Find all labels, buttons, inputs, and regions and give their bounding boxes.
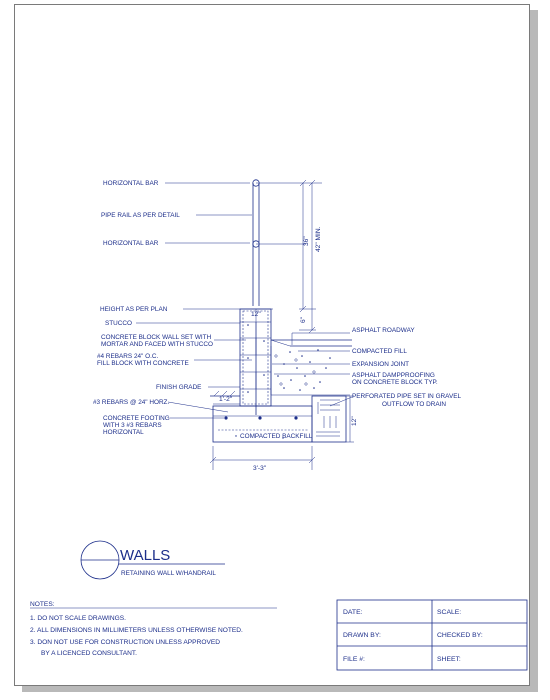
label-dampproofing-1: ASPHALT DAMPPROOFING bbox=[352, 372, 435, 379]
label-finish-grade: FINISH GRADE bbox=[156, 384, 202, 391]
label-dampproofing-2: ON CONCRETE BLOCK TYP. bbox=[352, 379, 438, 386]
dim-1-2: 1'-2" bbox=[219, 396, 233, 403]
tb-checked-by: CHECKED BY: bbox=[437, 632, 483, 639]
dim-36: 36" bbox=[303, 236, 310, 246]
note-1: 1. DO NOT SCALE DRAWINGS. bbox=[30, 615, 126, 622]
label-pipe-rail: PIPE RAIL AS PER DETAIL bbox=[101, 212, 180, 219]
notes bbox=[30, 601, 277, 657]
label-footing-3: HORIZONTAL bbox=[103, 429, 144, 436]
tb-date: DATE: bbox=[343, 609, 363, 616]
label-expansion-joint: EXPANSION JOINT bbox=[352, 361, 410, 368]
dim-12-top: 12" bbox=[251, 311, 261, 318]
label-compacted-fill: COMPACTED FILL bbox=[352, 348, 407, 355]
block-wall bbox=[238, 309, 273, 415]
concrete-footing bbox=[213, 406, 313, 442]
perforated-pipe-gravel bbox=[312, 396, 358, 442]
label-horizontal-bar-top: HORIZONTAL BAR bbox=[103, 180, 159, 187]
label-perforated-2: OUTFLOW TO DRAIN bbox=[382, 401, 447, 408]
dim-3-3: 3'-3" bbox=[253, 465, 267, 472]
right-labels bbox=[352, 327, 461, 408]
handrail bbox=[253, 180, 322, 306]
title-main: WALLS bbox=[120, 547, 171, 564]
tb-sheet: SHEET: bbox=[437, 656, 461, 663]
label-rebars-2: FILL BLOCK WITH CONCRETE bbox=[97, 360, 189, 367]
tb-scale: SCALE: bbox=[437, 609, 462, 616]
title-sub: RETAINING WALL W/HANDRAIL bbox=[121, 570, 216, 577]
label-stucco: STUCCO bbox=[105, 320, 132, 327]
notes-heading: NOTES: bbox=[30, 601, 55, 608]
compacted-fill bbox=[271, 346, 350, 395]
dim-6: 6" bbox=[300, 316, 307, 323]
asphalt-roadway bbox=[271, 340, 352, 346]
tb-file-no: FILE #: bbox=[343, 656, 365, 663]
dim-12-side: 12" bbox=[351, 416, 358, 426]
height-dimensions bbox=[299, 180, 322, 333]
label-footing-1: CONCRETE FOOTING bbox=[103, 415, 170, 422]
label-horizontal-bar-mid: HORIZONTAL BAR bbox=[103, 240, 159, 247]
label-asphalt-roadway: ASPHALT ROADWAY bbox=[352, 327, 415, 334]
note-3: 3. DON NOT USE FOR CONSTRUCTION UNLESS APPROVED bbox=[30, 639, 221, 646]
label-rebars-1: #4 REBARS 24" O.C. bbox=[97, 353, 159, 360]
label-footing-2: WITH 3 #3 REBARS bbox=[103, 422, 162, 429]
label-block-wall-2: MORTAR AND FACED WITH STUCCO bbox=[101, 341, 213, 348]
label-compacted-backfill: COMPACTED BACKFILL bbox=[240, 433, 313, 440]
detail-title bbox=[81, 541, 225, 579]
note-3-continued: BY A LICENCED CONSULTANT. bbox=[41, 650, 137, 657]
tb-drawn-by: DRAWN BY: bbox=[343, 632, 381, 639]
label-height-as-per-plan: HEIGHT AS PER PLAN bbox=[100, 306, 168, 313]
label-rebars-horz: #3 REBARS @ 24" HORZ. bbox=[93, 399, 170, 406]
title-block bbox=[337, 600, 527, 670]
left-labels bbox=[93, 180, 213, 436]
dim-42-min: 42" MIN. bbox=[315, 226, 322, 252]
label-block-wall-1: CONCRETE BLOCK WALL SET WITH bbox=[101, 334, 212, 341]
label-perforated-1: PERFORATED PIPE SET IN GRAVEL bbox=[352, 393, 462, 400]
note-2: 2. ALL DIMENSIONS IN MILLIMETERS UNLESS OTHERWISE NOTED. bbox=[30, 627, 243, 634]
